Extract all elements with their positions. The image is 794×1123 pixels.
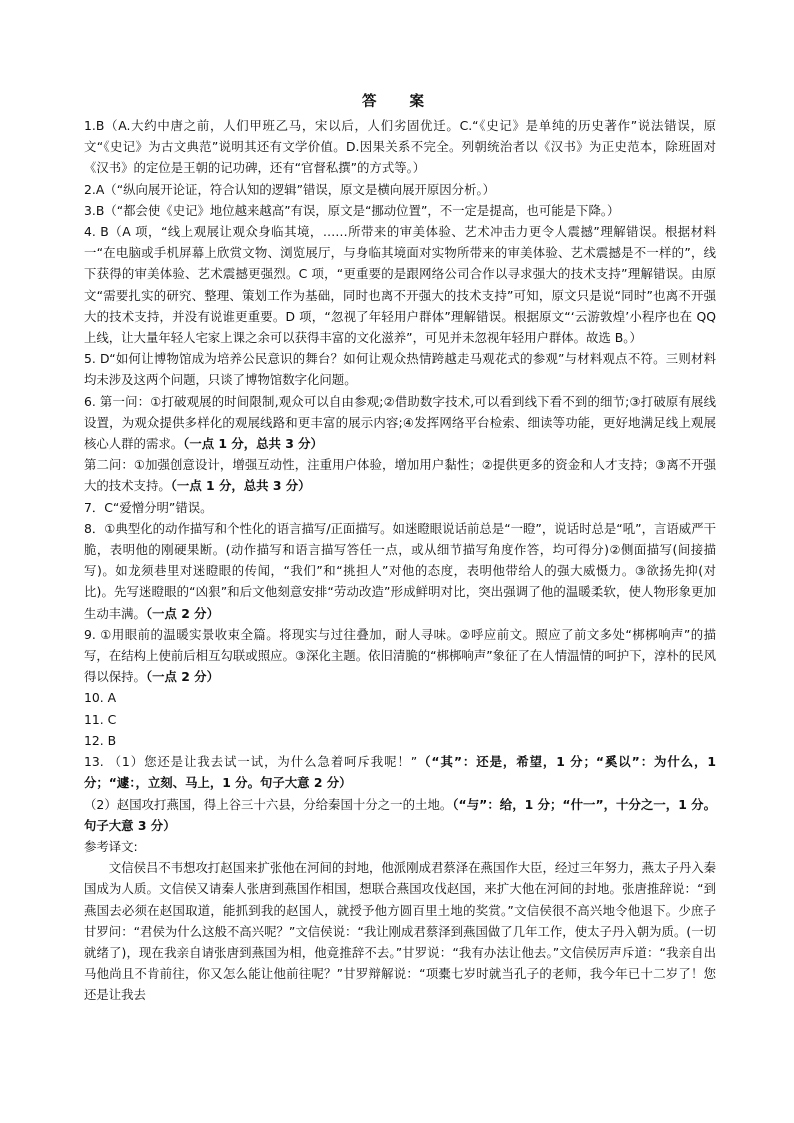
answer-13-2	[84, 794, 716, 836]
answer-5: 5. D“如何让博物馆成为培养公民意识的舞台？如何让观众热情跨越走马观花式的参观”与材料观点不符。三则材料均未涉及这两个问题，只谈了博物馆数字化问题。	[84, 351, 716, 388]
answer-page	[84, 90, 716, 1006]
answer-11: 11. C	[84, 711, 117, 727]
answer-6-part2-score: （一点 1 分，总共 3 分）	[170, 478, 311, 494]
page-title: 答 案	[361, 94, 439, 110]
answer-6-part2-text: 第二问：①加强创意设计，增强互动性，注重用户体验，增加用户黏性；②提供更多的资金和人才支持；③离不开强大的技术支持。	[84, 457, 716, 494]
answer-1: 1.B（A.大约中唐之前，人们甲班乙马，宋以后，人们劣固优迁。C.“《史记》是单纯的历史著作”说法错误，原文“《史记》为古文典范”说明其还有文学价值。D.因果关系不完全。列朝统治者以《汉书》为正史范本，除班固对《汉书》的定位是王朝的记功碑，还有“官督私撰”的方式等。）	[84, 118, 716, 176]
translation-text: 文信侯吕不韦想攻打赵国来扩张他在河间的封地，他派刚成君蔡泽在燕国作大臣，经过三年努力，燕太子丹入秦国成为人质。文信侯又请秦人张唐到燕国作相国，想联合燕国攻伐赵国，来扩大他在河间的封地。张唐推辞说：“到燕国去必须在赵国取道，能抓到我的赵国人，就授予他方圆百里土地的奖赏。”文信侯很不高兴地令他退下。少庶子甘罗问：“君侯为什么这般不高兴呢？”文信侯说：“我让刚成君蔡泽到燕国做了几年工作，使太子丹入朝为质。(一切就绪了)，现在我亲自请张唐到燕国为相，他竟推辞不去。”甘罗说：“我有办法让他去。”文信侯厉声斥道：“我亲自出马他尚且不肯前往，你又怎么能让他前往呢？”甘罗辩解说：“项橐七岁时就当孔子的老师，我今年已十二岁了！您还是让我去	[84, 860, 716, 1003]
answer-9-text: 9. ①用眼前的温暖实景收束全篇。将现实与过往叠加，耐人寻味。②呼应前文。照应了前文多处“梆梆响声”的描写，在结构上使前后相互勾联或照应。③深化主题。依旧清脆的“梆梆响声”象征了在人情温情的呵护下，淳朴的民风得以保持。	[84, 626, 716, 685]
answer-8	[84, 518, 716, 624]
answer-9	[84, 624, 716, 688]
answer-6-part1-text: 6. 第一问：①打破观展的时间限制,观众可以自由参观;②借助数字技术,可以看到线下看不到的细节;③打破原有展线设置，为观众提供多样化的观展线路和更丰富的展示内容;④发挥网络平台检索、细读等功能，更好地满足线上观展核心人群的需求。	[84, 393, 716, 452]
answer-2: 2.A（“纵向展开论证，符合认知的逻辑”错误，原文是横向展开原因分析。）	[84, 181, 496, 197]
answer-6-part1	[84, 391, 716, 455]
answer-6-part2	[84, 454, 716, 496]
answer-4: 4. B（A 项，“线上观展让观众身临其境，……所带来的审美体验、艺术冲击力更令人震撼”理解错误。根据材料一“在电脑或手机屏幕上欣赏文物、浏览展厅，与身临其境面对实物所带来的审美体验、艺术震撼是不一样的”，线下获得的审美体验、艺术震撼更强烈。C 项，“更重要的是跟网络公司合作以寻求强大的技术支持”理解错误。由原文“需要扎实的研究、整理、策划工作为基础，同时也离不开强大的技术支持”可知，原文只是说“同时”也离不开强大的技术支持，并没有说谁更重要。D 项，“忽视了年轻用户群体”理解错误。根据原文“‘云游敦煌’小程序也在 QQ 上线，让大量年轻人宅家上课之余可以获得丰富的文化滋养”，可见并未忽视年轻用户群体。故选 B。）	[84, 224, 716, 346]
answer-13-2-text: （2）赵国攻打燕国，得上谷三十六县，分给秦国十分之一的土地。	[84, 796, 453, 812]
answer-3: 3.B（“都会使《史记》地位越来越高”有误，原文是“挪动位置”，不一定是提高，也可能是下降。）	[84, 202, 620, 218]
answer-9-score: （一点 2 分）	[145, 669, 219, 685]
answer-8-text: 8．①典型化的动作描写和个性化的语言描写/正面描写。如迷瞪眼说话前总是“一瞪”，说话时总是“吼”，言语威严干脆，表明他的刚硬果断。(动作描写和语言描写答任一点，或从细节描写角度作答，均可得分)②侧面描写(间接描写)。如龙须巷里对迷瞪眼的传闻，“我们”和“挑担人”对他的态度，表明他带给人的强大威慑力。③欲扬先抑(对比)。先写迷瞪眼的“凶狠”和后文他刻意安排“劳动改造”形成鲜明对比，突出强调了他的温暖柔软，使人物形象更加生动丰满。	[84, 520, 716, 621]
answer-6-part1-score: （一点 1 分，总共 3 分）	[183, 436, 323, 452]
answer-13-1	[84, 751, 716, 793]
answer-13-1-score: （“其”：还是，希望，1 分；“奚以”：为什么，1 分；“遽：，立刻、马上，1 分。句子大意 2 分）	[84, 754, 716, 791]
answer-7: 7．C“爱憎分明”错误。	[84, 499, 213, 515]
answer-10: 10. A	[84, 690, 117, 706]
answer-13-1-text: 13. （1）您还是让我去试一试，为什么急着呵斥我呢！”	[84, 754, 418, 770]
translation-label: 参考译文:	[84, 838, 138, 854]
answer-13-2-score: （“与”：给，1 分；“什一”，十分之一，1 分。句子大意 3 分）	[84, 796, 716, 833]
answer-12: 12. B	[84, 732, 117, 748]
answer-8-score: （一点 2 分）	[145, 605, 219, 621]
